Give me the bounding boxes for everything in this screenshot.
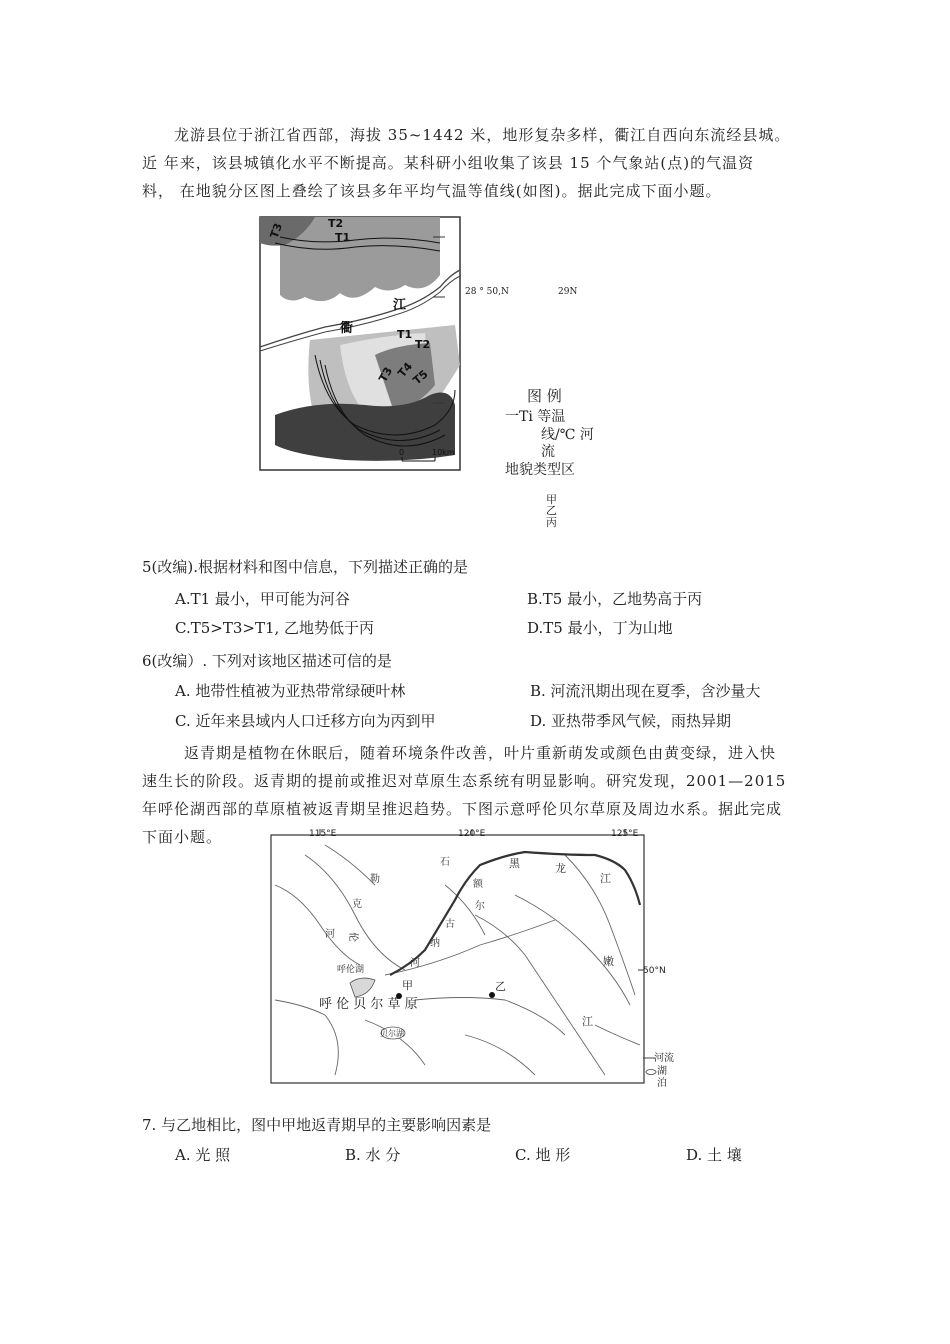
passage-1-line-2: 近 年来，该县城镇化水平不断提高。某科研小组收集了该县 15 个气象站(点)的气温资 (142, 154, 755, 172)
label-nen: 嫩 (603, 955, 614, 968)
passage-2-line-1: 返青期是植物在休眠后，随着环境条件改善，叶片重新萌发或颜色由黄变绿，进入快 (184, 744, 777, 762)
label-e: 额 (473, 879, 483, 890)
legend-title: 图 例 (527, 387, 562, 405)
lat-label-right: 29N (558, 287, 578, 297)
passage-2-line-4: 下面小题。 (142, 828, 223, 846)
t5-label: T5 (410, 367, 431, 388)
passage-2-line-3: 年呼伦湖西部的草原植被返青期呈推迟趋势。下图示意呼伦贝尔草原及周边水系。据此完成 (142, 800, 783, 818)
label-jia: 甲 (402, 979, 413, 992)
passage-2-line-2: 速生长的阶段。返青期的提前或推迟对草原生态系统有明显影响。研究发现，2001—2015 (142, 772, 787, 790)
t2-label-north: T2 (328, 217, 344, 230)
river-label-jiang: 江 (393, 298, 407, 313)
label-gu: 古 (445, 919, 455, 930)
label-grassland: 呼 伦 贝 尔 草 原 (319, 997, 418, 1012)
q6-option-a[interactable]: A. 地带性植被为亚热带常绿硬叶林 (175, 682, 406, 700)
legend-river: 河流 (654, 1053, 674, 1064)
scale-zero: 0 (399, 448, 405, 457)
q5-option-c[interactable]: C.T5>T3>T1, 乙地势低于丙 (175, 619, 375, 637)
q5-option-d[interactable]: D.T5 最小，丁为山地 (527, 619, 673, 637)
legend-river: 流 (541, 444, 555, 460)
lat-label-left: 28 ° 50,N (465, 287, 509, 297)
t4-label: T4 (395, 359, 416, 380)
label-hei: 黑 (509, 857, 520, 870)
legend-bing: 丙 (546, 516, 557, 529)
scale-km: 10km (432, 448, 455, 457)
label-hulun-lake: 呼伦湖 (337, 965, 365, 975)
q7-option-b[interactable]: B. 水 分 (345, 1146, 401, 1164)
label-le: 勒 (370, 874, 380, 885)
q5-option-a[interactable]: A.T1 最小，甲可能为河谷 (175, 590, 350, 608)
t1-label-north: T1 (335, 231, 351, 244)
label-shi: 石 (440, 857, 450, 868)
t3-label-north: T3 (267, 221, 286, 241)
label-he-argun: 河 (410, 958, 420, 969)
legend-jia: 甲 (546, 493, 557, 506)
label-buir-lake: 贝尔湖 (380, 1029, 404, 1038)
river-label-qu: 衢 (340, 321, 354, 336)
t1-label-south: T1 (397, 328, 413, 341)
q7-option-a[interactable]: A. 光 照 (175, 1146, 231, 1164)
label-yi: 乙 (495, 980, 506, 993)
q5-option-b[interactable]: B.T5 最小，乙地势高于丙 (527, 590, 703, 608)
passage-1 (142, 121, 822, 205)
q5-stem: 5(改编).根据材料和图中信息，下列描述正确的是 (142, 558, 469, 576)
label-ke: 克 (352, 899, 362, 910)
q6-option-c[interactable]: C. 近年来县域内人口迁移方向为丙到甲 (175, 712, 436, 730)
label-jiang-heilong: 江 (600, 872, 611, 885)
q6-option-d[interactable]: D. 亚热带季风气候，雨热异期 (530, 712, 732, 730)
legend-landform: 地貌类型区 (505, 462, 575, 478)
t2-label-south: T2 (415, 338, 431, 351)
q7-option-d[interactable]: D. 土 壤 (686, 1146, 742, 1164)
label-er: 尔 (475, 901, 485, 912)
q6-option-b[interactable]: B. 河流汛期出现在夏季，含沙量大 (530, 682, 761, 700)
legend-isotherm: 一Ti 等温 (505, 409, 566, 425)
lon-115: 115°E (309, 829, 337, 839)
label-long: 龙 (555, 862, 566, 875)
lon-120: 120°E (458, 829, 486, 839)
legend-lake-1: 湖 (657, 1066, 667, 1077)
lat-50: 50°N (643, 966, 666, 976)
legend-yi: 乙 (546, 504, 557, 517)
label-na: 纳 (430, 938, 440, 949)
passage-1-line-3: 料， 在地貌分区图上叠绘了该县多年平均气温等值线(如图)。据此完成下面小题。 (142, 182, 722, 200)
q7-option-c[interactable]: C. 地 形 (515, 1146, 571, 1164)
legend-isotherm-unit: 线/℃ 河 (541, 427, 594, 443)
longyou-landform-map (255, 215, 470, 473)
passage-1-line-1: 龙游县位于浙江省西部，海拔 35~1442 米，地形复杂多样，衢江自西向东流经县城。 (174, 126, 791, 144)
q7-stem: 7. 与乙地相比，图中甲地返青期早的主要影响因素是 (142, 1116, 492, 1134)
label-he-kerulen: 河 (325, 929, 335, 940)
legend-lake-2: 泊 (657, 1078, 667, 1087)
label-lun: 伦 (347, 932, 358, 942)
t3-label-south: T3 (376, 364, 396, 385)
label-jiang-nen: 江 (582, 1015, 593, 1028)
hulunbuir-map (265, 825, 685, 1087)
lon-125: 125°E (611, 829, 639, 839)
q6-stem: 6(改编）. 下列对该地区描述可信的是 (142, 652, 392, 670)
